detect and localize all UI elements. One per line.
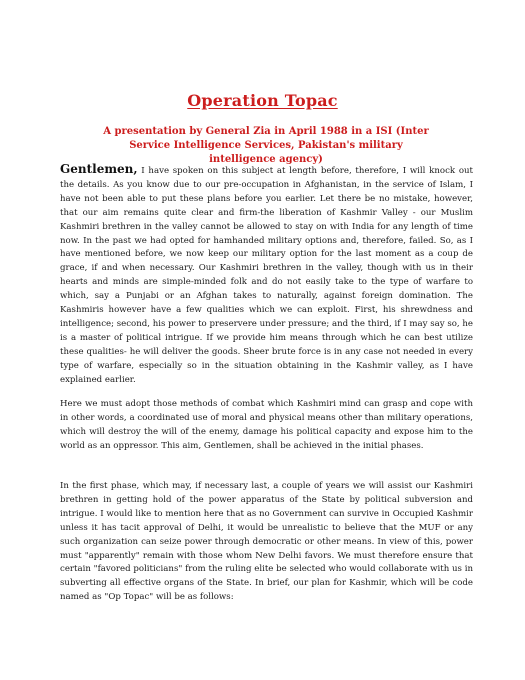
paragraph-1-text: I have spoken on this subject at length before, therefore, I will knock out the details. As you know due to our pre-occupation in Afghanistan, in the service of Islam, I have not been able to put these plans before you earlier. Let there be no mistake, however, that our aim remains quite clear and firm-the liberation of Kashmir Valley - our Muslim Kashmiri brethren in the valley cannot be allowed to stay on with India for any length of time now. In the past we had opted for hamhanded military options and, therefore, failed. So, as I have mentioned before, we now keep our military option for the last moment as a coup de grace, if and when necessary. Our Kashmiri brethren in the valley, though with us in their hearts and minds are simple-minded folk and do not easily take to the type of warfare to which, say a Punjabi or an Afghan takes to naturally, against foreign domination. The Kashmiris however have a few qualities which we can exploit. First, his shrewdness and intelligence; second, his power to preservere under pressure; and the third, if I may say so, he is a master of political intrigue. If we provide him means through which he can best utilize these qualities- he will deliver the goods. Sheer brute force is in any case not needed in every type of warfare, especially so in the situation obtaining in the Kashmir valley, as I have explained earlier. [60,166,473,385]
salutation: Gentlemen, [60,162,138,176]
paragraph-3: In the first phase, which may, if necessary last, a couple of years we will assist our Kashmiri brethren in getting hold of the power apparatus of the State by political subversion and intrigue. I would like to mention here that as no Government can survive in Occupied Kashmir unless it has tacit approval of Delhi, it would be unrealistic to believe that the MUF or any such organization can seize power through democratic or other means. In view of this, power must "apparently" remain with those whom New Delhi favors. We must therefore ensure that certain "favored politicians" from the ruling elite be selected who would collaborate with us in subverting all effective organs of the State. In brief, our plan for Kashmir, which will be code named as "Op Topac" will be as follows: [60,481,473,603]
paragraph-2: Here we must adopt those methods of combat which Kashmiri mind can grasp and cope with in other words, a coordinated use of moral and physical means other than military operations, which will destroy the will of the enemy, damage his political capacity and expose him to the world as an oppressor. This aim, Gentlemen, shall be achieved in the initial phases. [60,399,473,451]
document-title: Operation Topac [187,91,338,110]
paragraph-1 [60,163,473,388]
document-subtitle: A presentation by General Zia in April 1988 in a ISI (Inter Service Intelligence Services, Pakistan's military intelligence agency) [103,126,429,165]
